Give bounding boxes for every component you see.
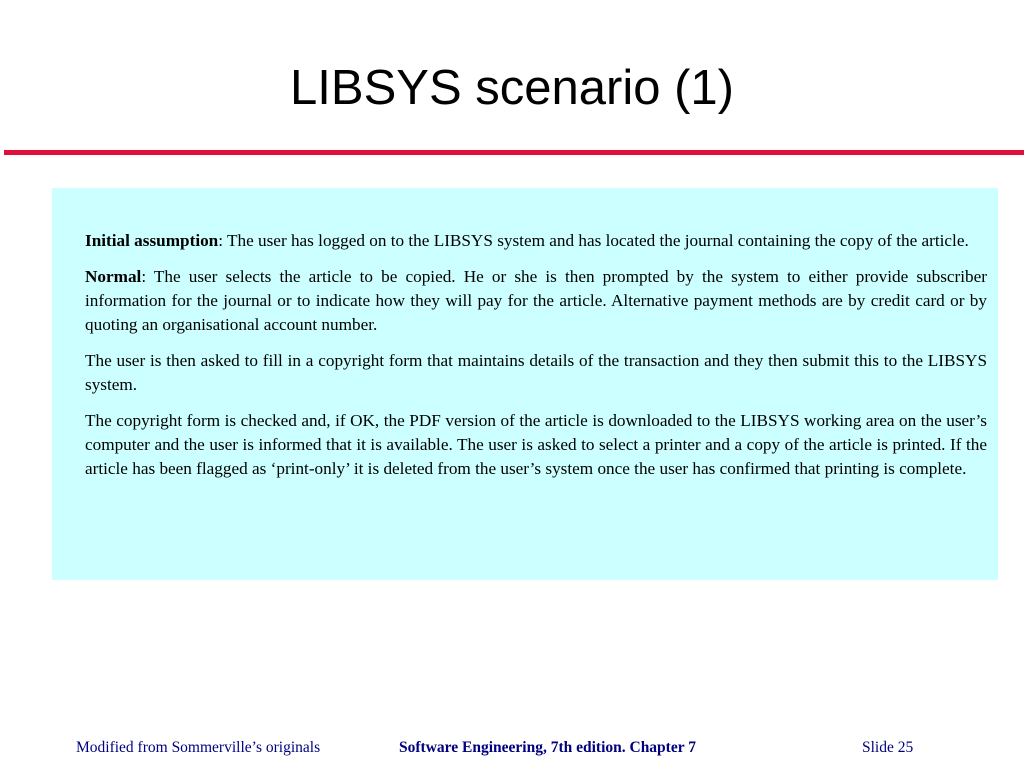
paragraph-download-print: The copyright form is checked and, if OK, the PDF version of the article is downloaded to the LIBSYS working area on the user’s computer and the user is informed that it is available. The user is asked to select a printer and a copy of the article is printed. If the article has been flagged as ‘print-only’ it is deleted from the user’s system once the user has confirmed that printing is complete. [85,411,987,478]
paragraph-initial-assumption [85,229,987,253]
initial-assumption-text: : The user has logged on to the LIBSYS system and has located the journal containing the copy of the article. [218,231,969,250]
paragraph-copyright-form: The user is then asked to fill in a copyright form that maintains details of the transaction and they then submit this to the LIBSYS system. [85,351,987,394]
footer-credit: Modified from Sommerville’s originals [76,739,321,756]
initial-assumption-label: Initial assumption [85,231,219,250]
footer-slide-number: Slide 25 [862,739,914,756]
content-box [52,188,998,580]
normal-label: Normal [85,267,142,286]
normal-text: : The user selects the article to be copied. He or she is then prompted by the system to either provide subscriber information for the journal or to indicate how they will pay for the article. Alternative payment methods are by credit card or by quoting an organisational account number. [85,267,987,334]
paragraph-normal [85,265,987,337]
footer-book-title: Software Engineering, 7th edition. Chapter 7 [399,739,696,756]
title-divider [4,150,1024,155]
slide-title: LIBSYS scenario (1) [290,61,734,115]
